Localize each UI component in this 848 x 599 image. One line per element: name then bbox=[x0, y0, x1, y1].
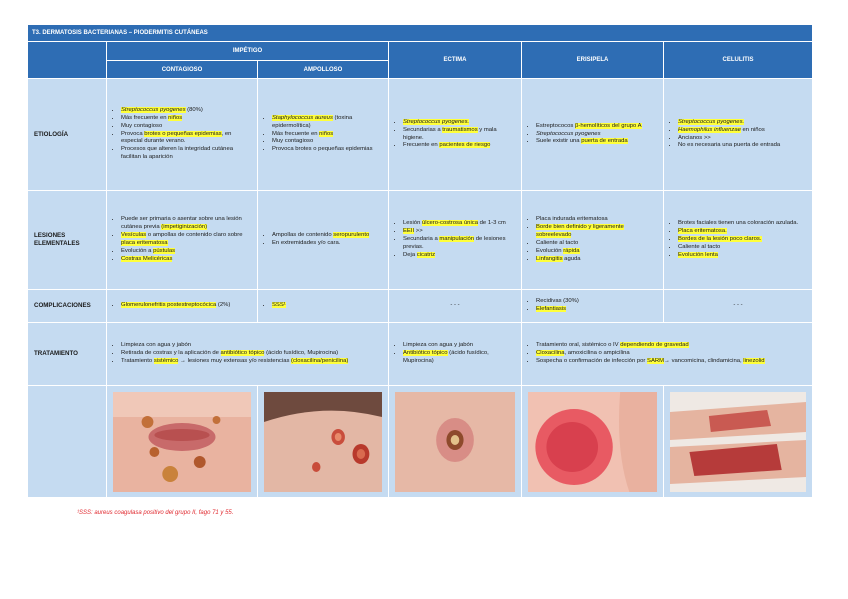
table-title: T3. DERMATOSIS BACTERIANAS – PIODERMITIS CUTÁNEAS bbox=[28, 25, 813, 42]
list-item: • Staphylococcus aureus (toxina epidermolítica) bbox=[272, 115, 384, 131]
list-item: • Caliente al tacto bbox=[536, 240, 659, 248]
list-item: • Placa eritematosa. bbox=[678, 228, 808, 236]
etiologia-celulitis bbox=[664, 79, 813, 191]
list-item: • Elefantiasis bbox=[536, 306, 659, 314]
ectima-photo bbox=[395, 392, 515, 492]
list-item: • En extremidades y/o cara. bbox=[272, 240, 384, 248]
list-item: • Recidivas (30%) bbox=[536, 298, 659, 306]
list-item: • Linfangitis aguda bbox=[536, 256, 659, 264]
header-celulitis: CELULITIS bbox=[664, 42, 813, 79]
list-item: • Muy contagioso bbox=[272, 138, 384, 146]
header-impetigo: IMPÉTIGO bbox=[107, 42, 389, 61]
list-item: • Cloxacilina, amoxicilina o ampicilina bbox=[536, 350, 808, 358]
lesiones-ectima bbox=[389, 191, 522, 290]
list-item: • Retirada de costras y la aplicación de antibiótico tópico (ácido fusídico, Mupirocina) bbox=[121, 350, 384, 358]
header-erisipela: ERISIPELA bbox=[522, 42, 664, 79]
image-cell-erisipela bbox=[522, 386, 664, 498]
erisipela-photo bbox=[528, 392, 657, 492]
list-item: • Streptococcus pyogenes. bbox=[678, 119, 808, 127]
image-cell-ectima bbox=[389, 386, 522, 498]
list-item: • Ancianos >> bbox=[678, 135, 808, 143]
list-item: • Más frecuente en niños bbox=[121, 115, 253, 123]
tratamiento-impetigo bbox=[107, 323, 389, 386]
complicaciones-erisipela bbox=[522, 290, 664, 323]
tratamiento-erisipela-celulitis bbox=[522, 323, 813, 386]
row-label-images bbox=[28, 386, 107, 498]
row-label-lesiones: LESIONES ELEMENTALES bbox=[28, 191, 107, 290]
list-item: • Evolución a pústulas bbox=[121, 248, 253, 256]
etiologia-ectima bbox=[389, 79, 522, 191]
list-item: • Deja cicatriz bbox=[403, 252, 517, 260]
complicaciones-ectima: - - - bbox=[389, 290, 522, 323]
list-item: • Suele existir una puerta de entrada bbox=[536, 138, 659, 146]
impetigo-contagioso-photo bbox=[113, 392, 251, 492]
row-label-etiologia: ETIOLOGÍA bbox=[28, 79, 107, 191]
complicaciones-ampolloso bbox=[258, 290, 389, 323]
list-item: • Borde bien definido y ligeramente sobreelevado bbox=[536, 224, 659, 240]
lesiones-erisipela bbox=[522, 191, 664, 290]
image-cell-ampolloso bbox=[258, 386, 389, 498]
header-ectima: ECTIMA bbox=[389, 42, 522, 79]
list-item: • Streptococcus pyogenes (80%) bbox=[121, 107, 253, 115]
list-item: • Secundarias a traumatismos y mala higiene. bbox=[403, 127, 517, 143]
row-label-complicaciones: COMPLICACIONES bbox=[28, 290, 107, 323]
list-item: • Haemophilus influenzae en niños bbox=[678, 127, 808, 135]
list-item: • Secundaria a manipulación de lesiones previas. bbox=[403, 236, 517, 252]
list-item: • Provoca brotes o pequeñas epidemias, en especial durante verano. bbox=[121, 131, 253, 147]
list-item: • Vesículas o ampollas de contenido claro sobre placa eritematosa bbox=[121, 232, 253, 248]
image-cell-celulitis bbox=[664, 386, 813, 498]
header-contagioso: CONTAGIOSO bbox=[107, 61, 258, 79]
list-item: • Costras Melicéricas bbox=[121, 256, 253, 264]
list-item: • Placa indurada eritematosa bbox=[536, 216, 659, 224]
list-item: • Glomerulonefritis postestreptocócica (2%) bbox=[121, 302, 253, 310]
header-ampolloso: AMPOLLOSO bbox=[258, 61, 389, 79]
list-item: • Lesión úlcero-costrosa única de 1-3 cm bbox=[403, 220, 517, 228]
list-item: • Evolución rápida bbox=[536, 248, 659, 256]
lesiones-contagioso bbox=[107, 191, 258, 290]
list-item: • Evolución lenta bbox=[678, 252, 808, 260]
dermatosis-table bbox=[27, 24, 813, 498]
list-item: • Limpieza con agua y jabón bbox=[121, 342, 384, 350]
corner-cell bbox=[28, 42, 107, 79]
lesiones-ampolloso bbox=[258, 191, 389, 290]
list-item: • Streptococcus pyogenes bbox=[536, 131, 659, 139]
list-item: • Caliente al tacto bbox=[678, 244, 808, 252]
image-cell-contagioso bbox=[107, 386, 258, 498]
list-item: • Estreptococos β-hemolíticos del grupo A bbox=[536, 123, 659, 131]
list-item: • Limpieza con agua y jabón bbox=[403, 342, 517, 350]
tratamiento-ectima bbox=[389, 323, 522, 386]
list-item: • No es necesaria una puerta de entrada bbox=[678, 142, 808, 150]
footnote: ¹SSS: aureus coagulasa positivo del grupo II, fago 71 y 55. bbox=[77, 510, 234, 516]
list-item: • Puede ser primaria o asentar sobre una lesión cutánea previa (impetiginización) bbox=[121, 216, 253, 232]
celulitis-photo bbox=[670, 392, 806, 492]
etiologia-erisipela bbox=[522, 79, 664, 191]
complicaciones-celulitis: - - - bbox=[664, 290, 813, 323]
list-item: • Frecuente en pacientes de riesgo bbox=[403, 142, 517, 150]
list-item: • Bordes de la lesión poco claros. bbox=[678, 236, 808, 244]
list-item: • Muy contagioso bbox=[121, 123, 253, 131]
etiologia-ampolloso bbox=[258, 79, 389, 191]
list-item: • Sospecha o confirmación de infección por SARM→ vancomicina, clindamicina, linezolid bbox=[536, 358, 808, 366]
list-item: • Streptococcus pyogenes. bbox=[403, 119, 517, 127]
list-item: • EEII >> bbox=[403, 228, 517, 236]
row-label-tratamiento: TRATAMIENTO bbox=[28, 323, 107, 386]
list-item: • Antibiótico tópico (ácido fusídico, Mupirocina) bbox=[403, 350, 517, 366]
list-item: • Provoca brotes o pequeñas epidemias bbox=[272, 146, 384, 154]
lesiones-celulitis bbox=[664, 191, 813, 290]
list-item: • Ampollas de contenido seropurulento bbox=[272, 232, 384, 240]
list-item: • Tratamiento oral, sistémico o IV dependiendo de gravedad bbox=[536, 342, 808, 350]
list-item: • Tratamiento sistémico → lesiones muy extensas y/o resistencias (cloxacilina/penicilina) bbox=[121, 358, 384, 366]
list-item: • Más frecuente en niños bbox=[272, 131, 384, 139]
list-item: • Brotes faciales tienen una coloración azulada. bbox=[678, 220, 808, 228]
impetigo-ampolloso-photo bbox=[264, 392, 382, 492]
list-item: • Procesos que alteren la integridad cutánea facilitan la aparición bbox=[121, 146, 253, 162]
complicaciones-contagioso bbox=[107, 290, 258, 323]
list-item: • SSS¹ bbox=[272, 302, 384, 310]
etiologia-contagioso bbox=[107, 79, 258, 191]
